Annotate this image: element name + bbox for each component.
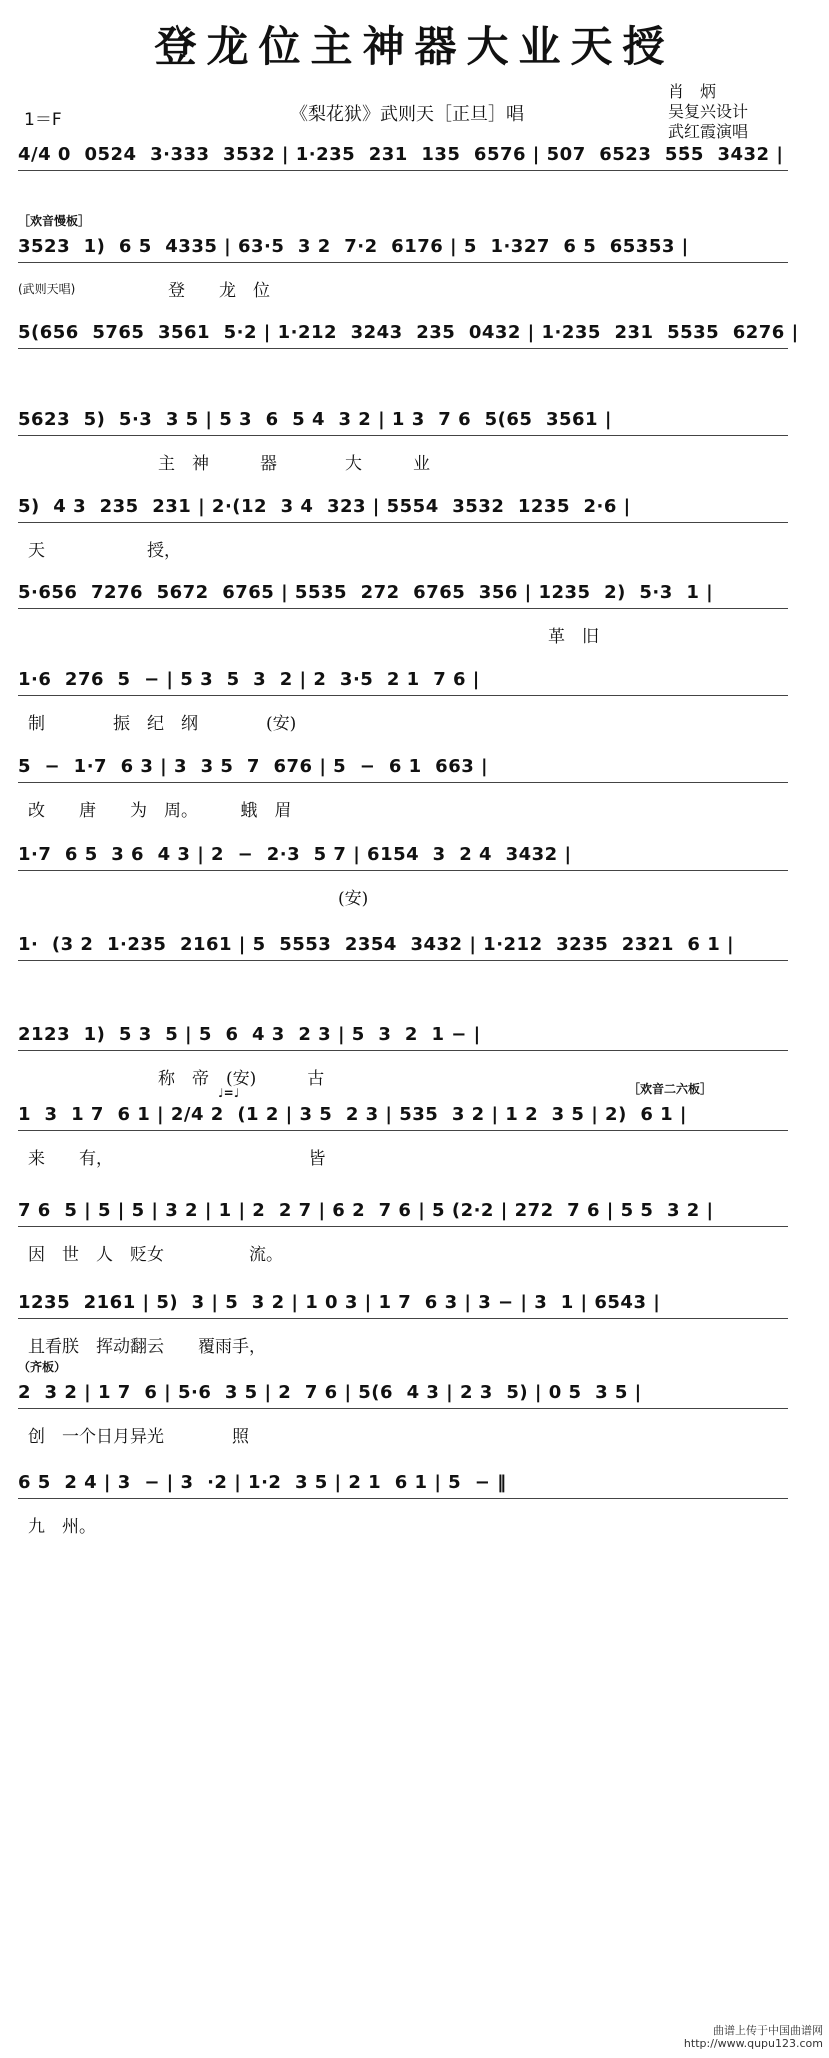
score-line xyxy=(18,140,811,220)
score-line xyxy=(18,578,811,658)
lyrics-row: 来 有， 皆 xyxy=(28,1149,326,1169)
source-line: 《梨花狱》武则天［正旦］唱 xyxy=(290,104,524,125)
notation-row: 1·6 276 5 − | 5 3 5 3 2 | 2 3·5 2 1 7 6 | xyxy=(18,669,480,690)
credit-performer: 武红霞演唱 xyxy=(668,122,749,141)
notation-row: 1·7 6 5 3 6 4 3 | 2 − 2·3 5 7 | 6154 3 2 4 3432 | xyxy=(18,844,572,865)
score-line xyxy=(18,1360,811,1458)
watermark: 曲谱上传于中国曲谱网 http://www.qupu123.com xyxy=(683,2024,823,2050)
notation-row: 1· (3 2 1·235 2161 | 5 5553 2354 3432 | 1·212 3235 2321 6 1 | xyxy=(18,934,735,955)
beam-line xyxy=(18,1498,788,1499)
beam-line xyxy=(18,170,788,171)
beam-line xyxy=(18,1318,788,1319)
beam-line xyxy=(18,1408,788,1409)
score-line xyxy=(18,318,811,398)
lyrics-row: 且看朕 挥动翻云 覆雨手， xyxy=(28,1337,266,1357)
score-line xyxy=(18,752,811,832)
beam-line xyxy=(18,1050,788,1051)
beam-line xyxy=(18,435,788,436)
lyrics-row: 创 一个日月异光 照 xyxy=(28,1427,249,1447)
tempo-marking: ♩=♩ xyxy=(218,1086,240,1100)
lyrics-row: 天 授， xyxy=(28,541,181,561)
beam-line xyxy=(18,695,788,696)
credit-composer: 肖 炳 xyxy=(668,82,717,101)
section-label: （齐板） xyxy=(18,1360,67,1374)
score-line xyxy=(18,492,811,572)
key-signature: 1＝F xyxy=(24,110,62,130)
beam-line xyxy=(18,522,788,523)
beam-line xyxy=(18,782,788,783)
beam-line xyxy=(18,608,788,609)
score-line xyxy=(18,214,811,312)
lyrics-row: 因 世 人 贬女 流。 xyxy=(28,1245,283,1265)
score-line xyxy=(18,665,811,745)
beam-line xyxy=(18,1130,788,1131)
score-line xyxy=(18,1082,811,1180)
notation-row: 2 3 2 | 1 7 6 | 5·6 3 5 | 2 7 6 | 5(6 4 3 | 2 3 5) | 0 5 3 5 | xyxy=(18,1382,642,1403)
notation-row: 6 5 2 4 | 3 − | 3 ·2 | 1·2 3 5 | 2 1 6 1 | 5 − ‖ xyxy=(18,1472,507,1493)
notation-row: 5623 5) 5·3 3 5 | 5 3 6 5 4 3 2 | 1 3 7 6 5(65 3561 | xyxy=(18,409,612,430)
beam-line xyxy=(18,262,788,263)
score-line xyxy=(18,1196,811,1276)
lyrics-row: 九 州。 xyxy=(28,1517,96,1537)
section-label: ［欢音二六板］ xyxy=(628,1082,713,1096)
notation-row: 2123 1) 5 3 5 | 5 6 4 3 2 3 | 5 3 2 1 − | xyxy=(18,1024,481,1045)
score-line xyxy=(18,840,811,920)
notation-row: 7 6 5 | 5 | 5 | 3 2 | 1 | 2 2 7 | 6 2 7 6 | 5 (2·2 | 272 7 6 | 5 5 3 2 | xyxy=(18,1200,714,1221)
score-line xyxy=(18,405,811,485)
score-line xyxy=(18,1288,811,1368)
lyrics-row: 革 旧 xyxy=(548,627,599,647)
score-line xyxy=(18,1468,811,1548)
beam-line xyxy=(18,1226,788,1227)
beam-line xyxy=(18,348,788,349)
lyrics-row: 称 帝 (安) 古 xyxy=(158,1069,325,1089)
beam-line xyxy=(18,960,788,961)
credits xyxy=(668,82,748,142)
notation-row: 1 3 1 7 6 1 | 2/4 2 (1 2 | 3 5 2 3 | 535 3 2 | 1 2 3 5 | 2) 6 1 | xyxy=(18,1104,687,1125)
singer-note: (武则天唱) xyxy=(18,282,76,296)
notation-row: 5 − 1·7 6 3 | 3 3 5 7 676 | 5 − 6 1 663 | xyxy=(18,756,489,777)
notation-row: 5) 4 3 235 231 | 2·(12 3 4 323 | 5554 3532 1235 2·6 | xyxy=(18,496,631,517)
notation-row: 4/4 0 0524 3·333 3532 | 1·235 231 135 6576 | 507 6523 55̇5 3432 | xyxy=(18,144,784,165)
notation-row: 5(656 5765 3561 5·2 | 1·212 3243 235 0432 | 1·235 231 5535 6276 | xyxy=(18,322,799,343)
credit-designer: 吴复兴设计 xyxy=(668,102,749,121)
lyrics-row: 登 龙 位 xyxy=(168,281,270,301)
song-title: 登龙位主神器大业天授 xyxy=(154,22,675,71)
lyrics-row: 主 神 器 大 业 xyxy=(158,454,430,474)
section-label: ［欢音慢板］ xyxy=(18,214,91,228)
lyrics-row: 制 振 纪 纲 (安) xyxy=(28,714,297,734)
score-line xyxy=(18,930,811,1010)
beam-line xyxy=(18,870,788,871)
notation-row: 3523 1) 6 5 4335 | 63·5 3 2 7·2 6176 | 5 1·327 6 5 65353 | xyxy=(18,236,689,257)
lyrics-row: 改 唐 为 周。 蛾 眉 xyxy=(28,801,292,821)
lyrics-row: (安) xyxy=(338,889,369,909)
notation-row: 1235 2161 | 5) 3 | 5 3 2 | 1 0 3 | 1 7 6 3 | 3 − | 3 1 | 6543 | xyxy=(18,1292,661,1313)
notation-row: 5·656 7276 5672 6765 | 5535 272 6765 356 | 1235 2) 5·3 1 | xyxy=(18,582,714,603)
